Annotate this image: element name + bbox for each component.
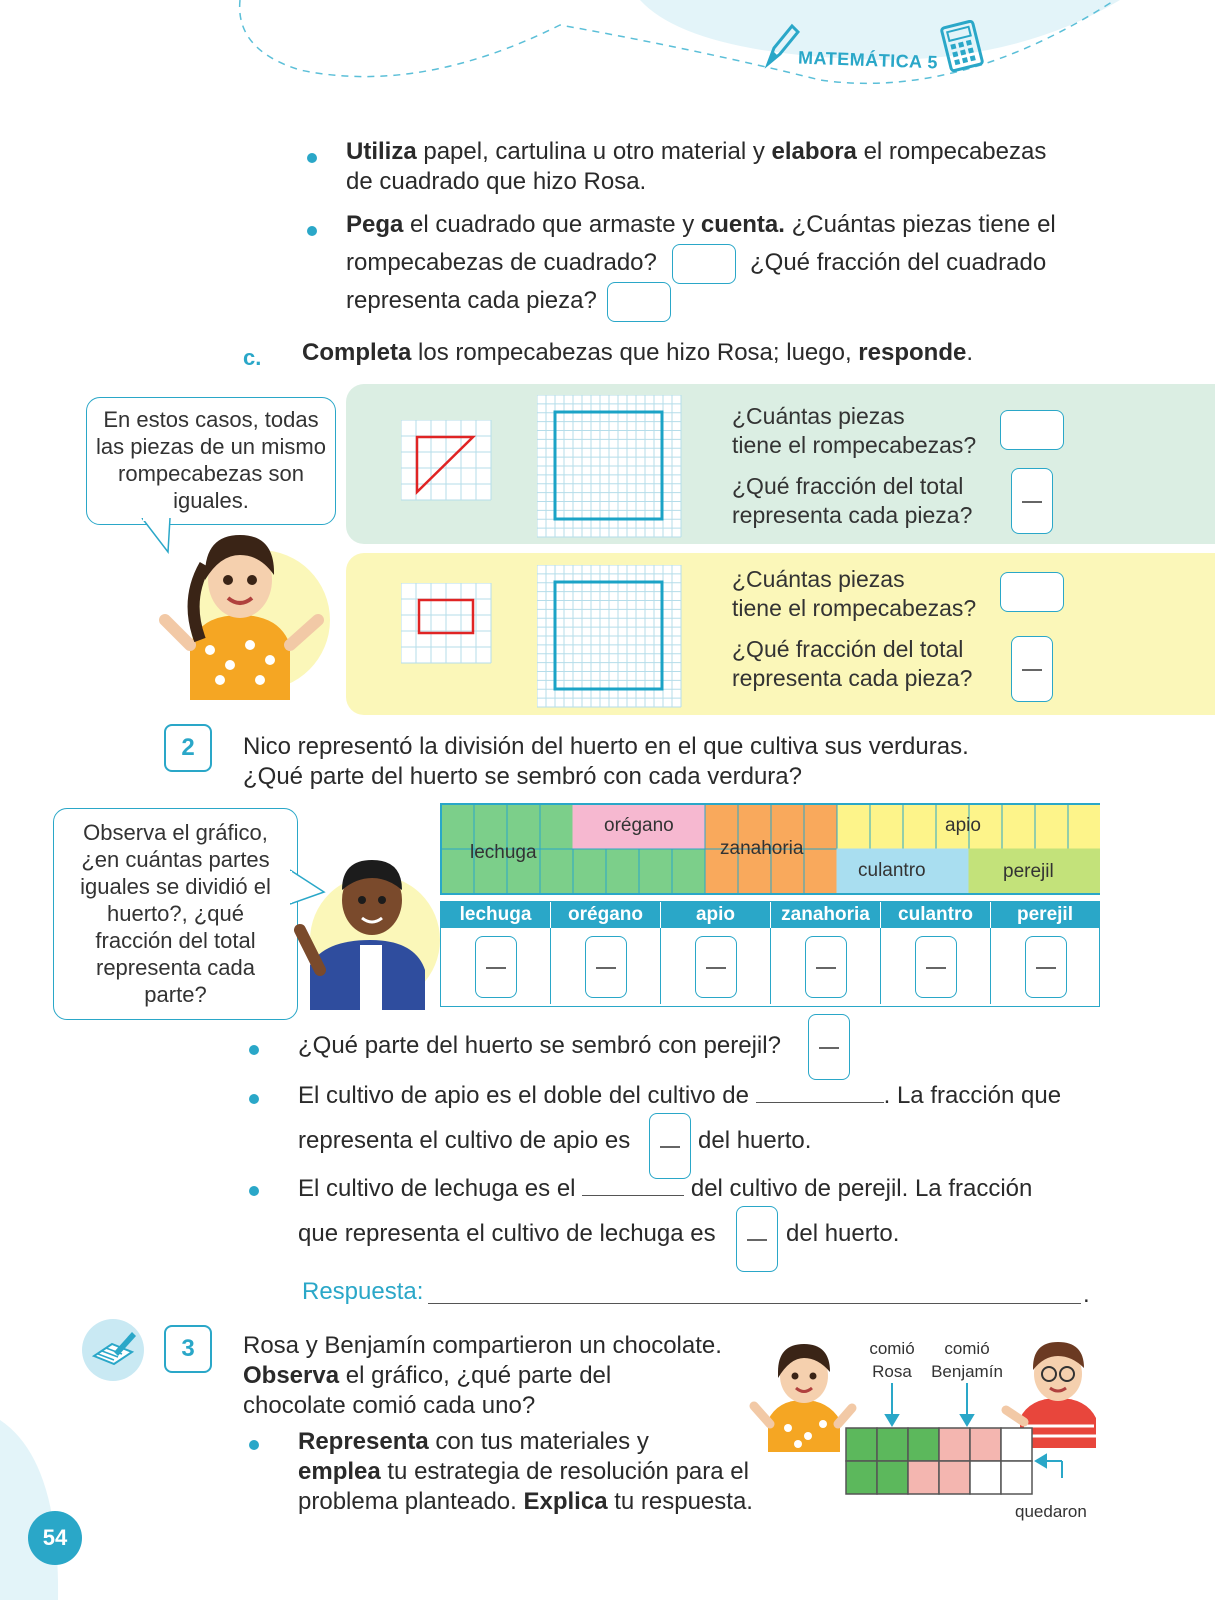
fraction-box[interactable] <box>1011 636 1053 702</box>
bullet-text: rompecabezas de cuadrado? <box>346 249 657 276</box>
fraction-box[interactable] <box>736 1206 778 1272</box>
table-header: culantro <box>881 902 991 928</box>
small-grid-rectangle <box>401 583 493 665</box>
header-decoration <box>0 0 1215 110</box>
bullet-text: Representa con tus materiales y emplea tu estrategia de resolución para el problema planteado. Explica tu respuesta. <box>298 1428 753 1515</box>
table-cell <box>441 928 551 1004</box>
chocolate-chart <box>840 1383 1090 1498</box>
answer-label: Respuesta: <box>302 1278 424 1305</box>
section-instruction: Completa los rompecabezas que hizo Rosa; luego, responde. <box>302 339 973 366</box>
fraction-table <box>440 901 1100 1007</box>
problem-statement: Rosa y Benjamín compartieron un chocolate. Observa el gráfico, ¿qué parte del chocolate comió cada uno? <box>243 1332 722 1419</box>
fraction-box[interactable] <box>585 936 627 998</box>
problem-number: 2 <box>164 724 212 772</box>
question-text: El cultivo de apio es el doble del cultivo de . La fracción que <box>298 1082 1062 1109</box>
bullet-text: Utiliza papel, cartulina u otro material y elabora el rompecabezas de cuadrado que hizo Rosa. <box>346 138 1047 195</box>
question-text: del huerto. <box>698 1127 812 1154</box>
answer-line[interactable] <box>428 1303 1081 1304</box>
table-header: lechuga <box>441 902 551 928</box>
problem-number: 3 <box>164 1325 212 1373</box>
book-title: MATEMÁTICA 5 <box>797 47 939 73</box>
bullet-dot <box>249 1186 259 1196</box>
bullet-text: representa cada pieza? <box>346 287 597 314</box>
garden-label-culantro: culantro <box>858 860 926 881</box>
small-grid-triangle <box>401 420 493 502</box>
table-header: zanahoria <box>771 902 881 928</box>
table-cell <box>661 928 771 1004</box>
blank-line[interactable] <box>756 1102 884 1103</box>
garden-label-perejil: perejil <box>1003 861 1054 882</box>
table-header: perejil <box>1017 904 1073 925</box>
garden-label-lechuga: lechuga <box>470 842 537 863</box>
fraction-box[interactable] <box>1011 468 1053 534</box>
section-letter: c. <box>243 345 262 370</box>
bullet-dot <box>249 1440 259 1450</box>
question-text: representa el cultivo de apio es <box>298 1127 631 1154</box>
garden-label-apio: apio <box>945 815 981 836</box>
bullet-dot <box>249 1094 259 1104</box>
problem-statement: Nico representó la división del huerto en el que cultiva sus verduras. ¿Qué parte del huerto se sembró con cada verdura? <box>243 733 969 790</box>
question-fraction: ¿Qué fracción del total representa cada pieza? <box>732 473 973 528</box>
fraction-box[interactable] <box>649 1113 691 1179</box>
table-cell <box>771 928 881 1004</box>
bullet-text: Pega el cuadrado que armaste y cuenta. ¿Cuántas piezas tiene el <box>346 211 1056 238</box>
blank-line[interactable] <box>582 1195 684 1196</box>
answer-period: . <box>1083 1281 1090 1308</box>
boy-illustration <box>280 840 440 1010</box>
puzzle-square-grid <box>537 565 682 708</box>
label-benjamin: comió Benjamín <box>931 1339 1003 1381</box>
notebook-writing-icon <box>80 1318 146 1382</box>
question-pieces: ¿Cuántas piezas tiene el rompecabezas? <box>732 566 977 621</box>
fraction-box[interactable] <box>1025 936 1067 998</box>
answer-box-fraction[interactable] <box>607 282 671 322</box>
fraction-box[interactable] <box>808 1014 850 1080</box>
label-rosa: comió Rosa <box>869 1339 915 1381</box>
girl-illustration <box>150 520 340 700</box>
fraction-box[interactable] <box>695 936 737 998</box>
bullet-dot <box>307 226 317 236</box>
answer-box-pieces[interactable] <box>1000 572 1064 612</box>
question-pieces: ¿Cuántas piezas tiene el rompecabezas? <box>732 403 977 458</box>
answer-box-pieces[interactable] <box>672 244 736 284</box>
answer-box-pieces[interactable] <box>1000 410 1064 450</box>
calculator-icon <box>938 20 986 72</box>
page-number: 54 <box>28 1511 82 1565</box>
speech-bubble: Observa el gráfico, ¿en cuántas partes iguales se dividió el huerto?, ¿qué fracción del total representa cada parte? <box>53 808 298 1020</box>
question-text: ¿Qué parte del huerto se sembró con perejil? <box>298 1032 781 1059</box>
table-cell <box>881 928 991 1004</box>
question-text: del huerto. <box>786 1220 900 1247</box>
pencil-icon <box>760 22 800 70</box>
bullet-text: ¿Qué fracción del cuadrado <box>750 249 1047 276</box>
label-left: quedaron <box>1015 1502 1087 1521</box>
table-cell <box>991 928 1099 1004</box>
speech-bubble: En estos casos, todas las piezas de un mismo rompecabezas son iguales. <box>86 397 336 525</box>
puzzle-square-grid <box>537 395 682 538</box>
table-header: apio <box>661 902 771 928</box>
garden-label-zanahoria: zanahoria <box>720 838 804 859</box>
fraction-box[interactable] <box>475 936 517 998</box>
bullet-dot <box>307 153 317 163</box>
question-text: El cultivo de lechuga es el del cultivo de perejil. La fracción <box>298 1175 1033 1202</box>
bullet-dot <box>249 1045 259 1055</box>
page-corner-decoration <box>0 1420 70 1600</box>
table-header: orégano <box>551 902 661 928</box>
question-text: que representa el cultivo de lechuga es <box>298 1220 716 1247</box>
garden-label-oregano: orégano <box>604 815 674 836</box>
question-fraction: ¿Qué fracción del total representa cada pieza? <box>732 636 973 691</box>
fraction-box[interactable] <box>805 936 847 998</box>
table-cell <box>551 928 661 1004</box>
fraction-box[interactable] <box>915 936 957 998</box>
